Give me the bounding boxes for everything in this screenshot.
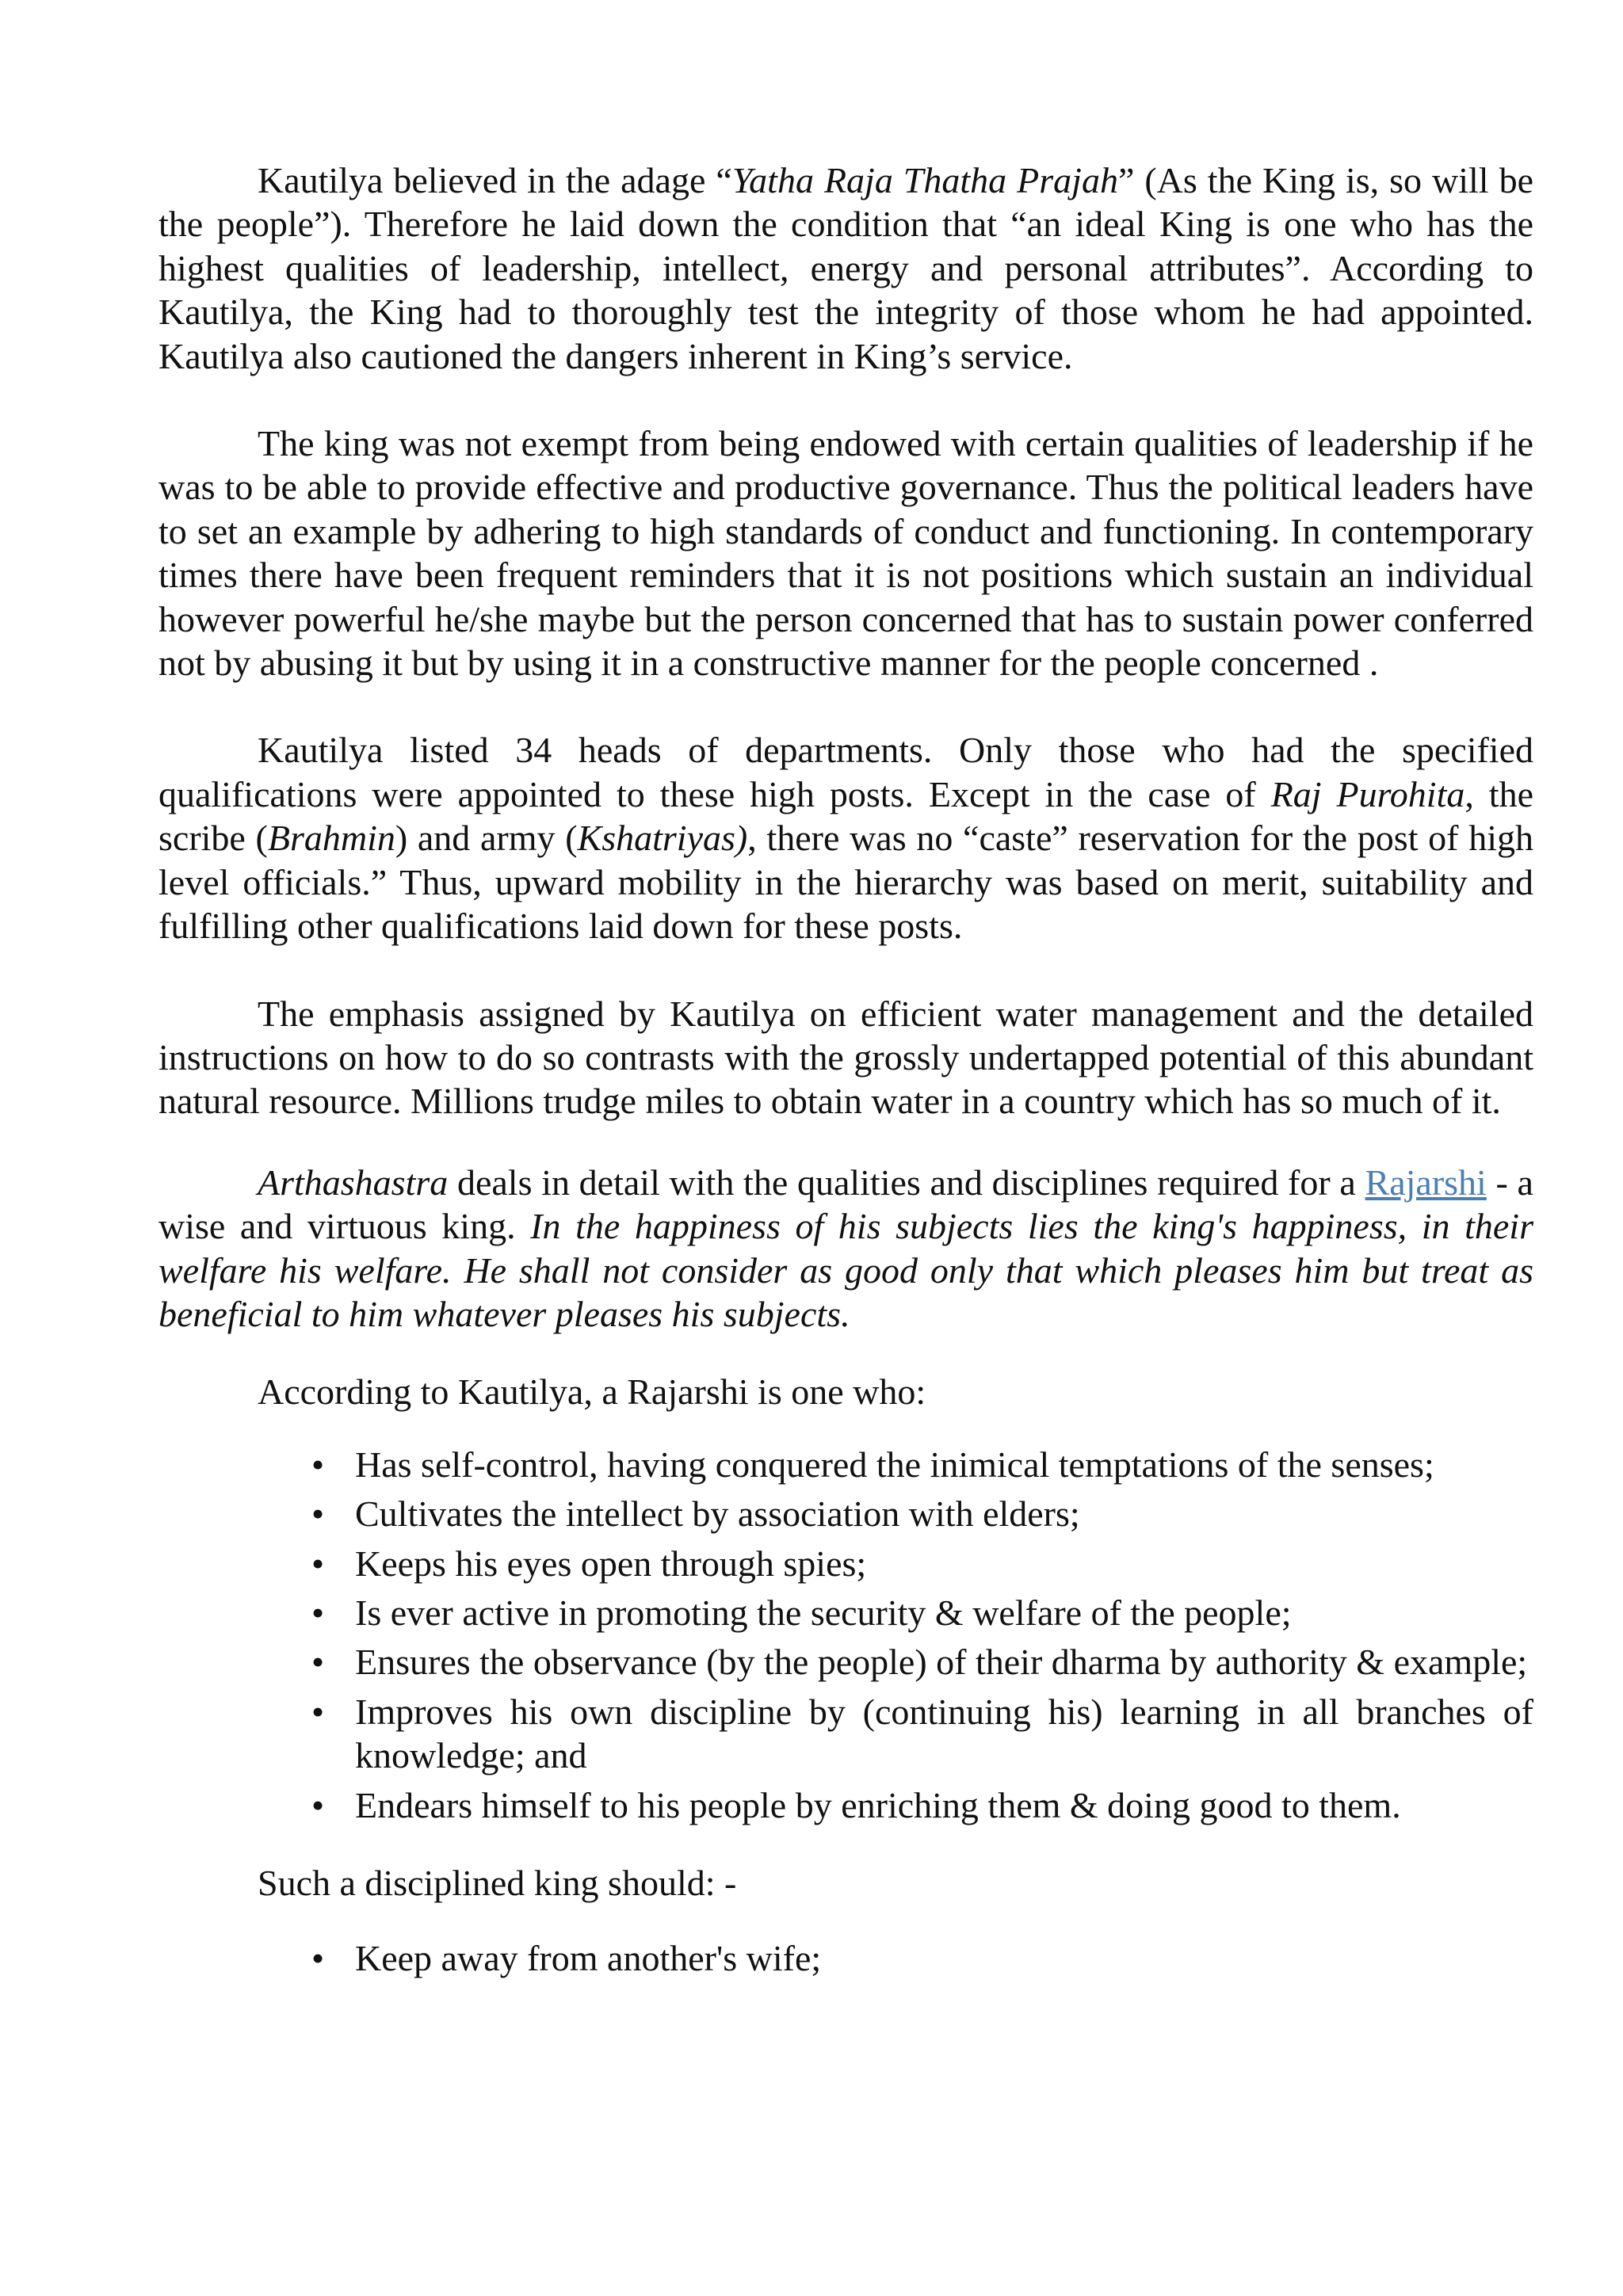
list-item: [158, 1492, 1533, 1535]
rajarshi-qualities-list: [158, 1443, 1533, 1827]
departments-text-1: Kautilya listed 34 heads of departments. Only those who had the specified qualifications were appointed to these high posts. Except in the case of: [158, 730, 1533, 814]
paragraph-rajarshi-intro: According to Kautilya, a Rajarshi is one who:: [258, 1371, 926, 1413]
paragraph-water-management: The emphasis assigned by Kautilya on efficient water management and the detailed instructions on how to do so contrasts with the grossly undertapped potential of this abundant natural resource. Millions trudge miles to obtain water in a country which has so much of it.: [158, 993, 1533, 1122]
list-item: [158, 1690, 1533, 1778]
list-item-text: Improves his own discipline by (continuing his) learning in all branches of knowledge; and: [355, 1691, 1533, 1776]
bullet-icon: •: [311, 1938, 325, 1979]
arthashastra-term: Arthashastra: [258, 1161, 449, 1203]
rajarshi-link[interactable]: Rajarshi: [1365, 1161, 1487, 1203]
brahmin-term: Brahmin: [267, 818, 395, 859]
disciplined-king-list: [158, 1936, 1533, 1980]
bullet-icon: •: [311, 1444, 325, 1485]
list-item-text: Has self-control, having conquered the inimical temptations of the senses;: [355, 1444, 1434, 1485]
list-item-text: Ensures the observance (by the people) of their dharma by authority & example;: [355, 1642, 1528, 1683]
adage-intro-text: Kautilya believed in the adage “: [258, 160, 732, 200]
rajarshi-quote: In the happiness of his subjects lies the king's happiness, in their welfare his welfare. He shall not consider as good only that which pleases him but treat as beneficial to him whatever pleases his subjects.: [158, 1206, 1533, 1334]
list-item-text: Keep away from another's wife;: [355, 1938, 822, 1979]
rajarshi-text-1: deals in detail with the qualities and disciplines required for a: [448, 1161, 1365, 1203]
paragraph-leadership: The king was not exempt from being endowed with certain qualities of leadership if he was to be able to provide effective and productive governance. Thus the political leaders have to set an example by adhering to high standards of conduct and functioning. In contemporary times there have been frequent reminders that it is not positions which sustain an individual however powerful he/she maybe but the person concerned that has to sustain power conferred not by abusing it but by using it in a constructive manner for the people concerned .: [158, 423, 1533, 684]
departments-text-3: ) and army (: [395, 818, 578, 859]
bullet-icon: •: [311, 1691, 325, 1732]
departments-text-4: , there was no “caste” reservation for the post of high level officials.” Thus, upward mobility in the hierarchy was based on merit, suitability and fulfilling other qualifications laid down for these posts.: [158, 818, 1533, 947]
list-item: [158, 1936, 1533, 1980]
bullet-icon: •: [311, 1784, 325, 1825]
list-item: [158, 1783, 1533, 1827]
list-item-text: Is ever active in promoting the security & welfare of the people;: [355, 1592, 1292, 1633]
raj-purohita-term: Raj Purohita: [1270, 773, 1465, 814]
list-item: [158, 1443, 1533, 1486]
bullet-icon: •: [311, 1543, 325, 1584]
paragraph-adage: [158, 158, 1533, 378]
adage-sanskrit-text: Yatha Raja Thatha Prajah: [731, 160, 1118, 200]
list-item: [158, 1542, 1533, 1585]
paragraph-rajarshi: [158, 1161, 1533, 1337]
list-item: [158, 1591, 1533, 1634]
list-item-text: Cultivates the intellect by association with elders;: [355, 1493, 1080, 1535]
list-item-text: Keeps his eyes open through spies;: [355, 1543, 867, 1584]
kshatriyas-term: Kshatriyas): [577, 818, 748, 859]
adage-body-text: ” (As the King is, so will be the people”). Therefore he laid down the condition that “an ideal King is one who has the highest qualities of leadership, intellect, energy and personal attributes”. According to Kautilya, the King had to thoroughly test the integrity of those whom he had appointed. Kautilya also cautioned the dangers inherent in King’s service.: [158, 160, 1533, 376]
list-item-text: Endears himself to his people by enriching them & doing good to them.: [355, 1784, 1401, 1825]
bullet-icon: •: [311, 1592, 325, 1633]
document-page: [158, 158, 1533, 1981]
paragraph-disciplined-king: Such a disciplined king should: -: [258, 1863, 737, 1903]
bullet-icon: •: [311, 1493, 325, 1535]
paragraph-departments: [158, 728, 1533, 948]
list-item: [158, 1640, 1533, 1684]
departments-text-2: , the scribe (: [158, 773, 1533, 859]
bullet-icon: •: [311, 1642, 325, 1683]
rajarshi-text-2: - a wise and virtuous king.: [158, 1161, 1533, 1247]
